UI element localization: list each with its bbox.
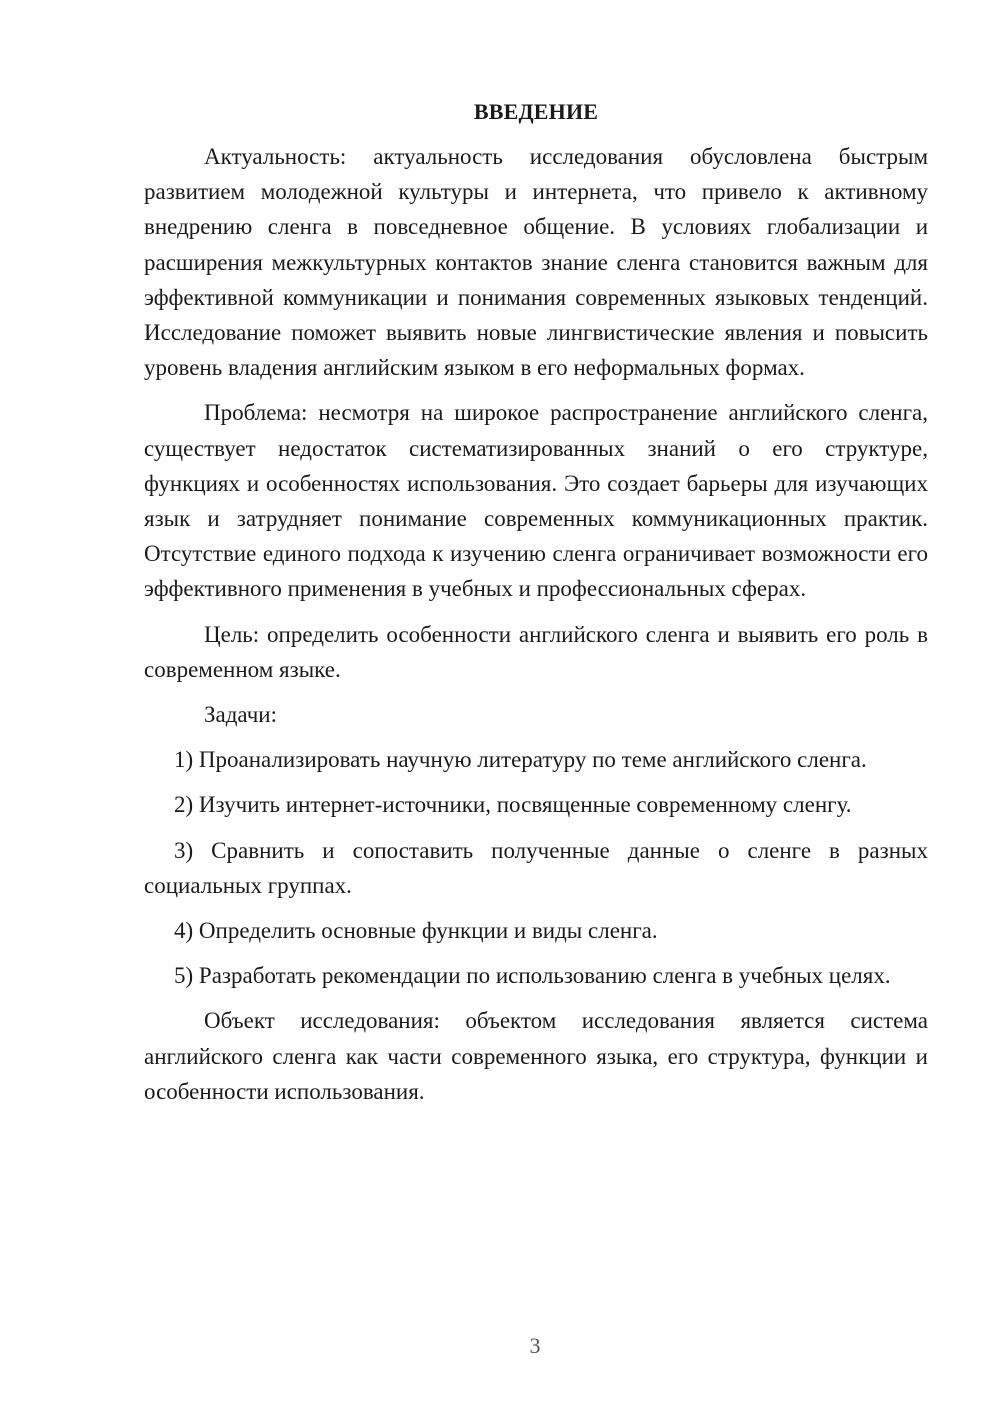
task-item-4: 4) Определить основные функции и виды сленга. xyxy=(174,918,658,944)
tasks-label: Задачи: xyxy=(204,702,277,728)
task-item-3: 3) Сравнить и сопоставить полученные данные о сленге в разных социальных группах. xyxy=(144,837,928,898)
section-heading: ВВЕДЕНИЕ xyxy=(473,99,599,124)
task-item-5: 5) Разработать рекомендации по использованию сленга в учебных целях. xyxy=(174,963,891,989)
problem-paragraph: Проблема: несмотря на широкое распространение английского сленга, существует недостаток систематизированных знаний о его структуре, функциях и особенностях использования. Это создает барьеры для изучающих язык и затрудняет понимание современных коммуникационных практик. Отсутствие единого подхода к изучению сленга ограничивает возможности его эффективного применения в учебных и профессиональных сферах. xyxy=(144,400,928,602)
page-number: 3 xyxy=(529,1333,541,1358)
page-content xyxy=(144,94,928,1119)
goal-paragraph: Цель: определить особенности английского сленга и выявить его роль в современном языке. xyxy=(144,621,928,682)
relevance-paragraph: Актуальность: актуальность исследования обусловлена быстрым развитием молодежной культуры и интернета, что привело к активному внедрению сленга в повседневное общение. В условиях глобализации и расширения межкультурных контактов знание сленга становится важным для эффективной коммуникации и понимания современных языковых тенденций. Исследование поможет выявить новые лингвистические явления и повысить уровень владения английским языком в его неформальных формах. xyxy=(144,144,928,381)
task-item-1: 1) Проанализировать научную литературу по теме английского сленга. xyxy=(174,747,867,773)
task-item-2: 2) Изучить интернет-источники, посвященные современному сленгу. xyxy=(174,792,852,818)
object-paragraph: Объект исследования: объектом исследования является система английского сленга как части современного языка, его структура, функции и особенности использования. xyxy=(144,1008,928,1104)
